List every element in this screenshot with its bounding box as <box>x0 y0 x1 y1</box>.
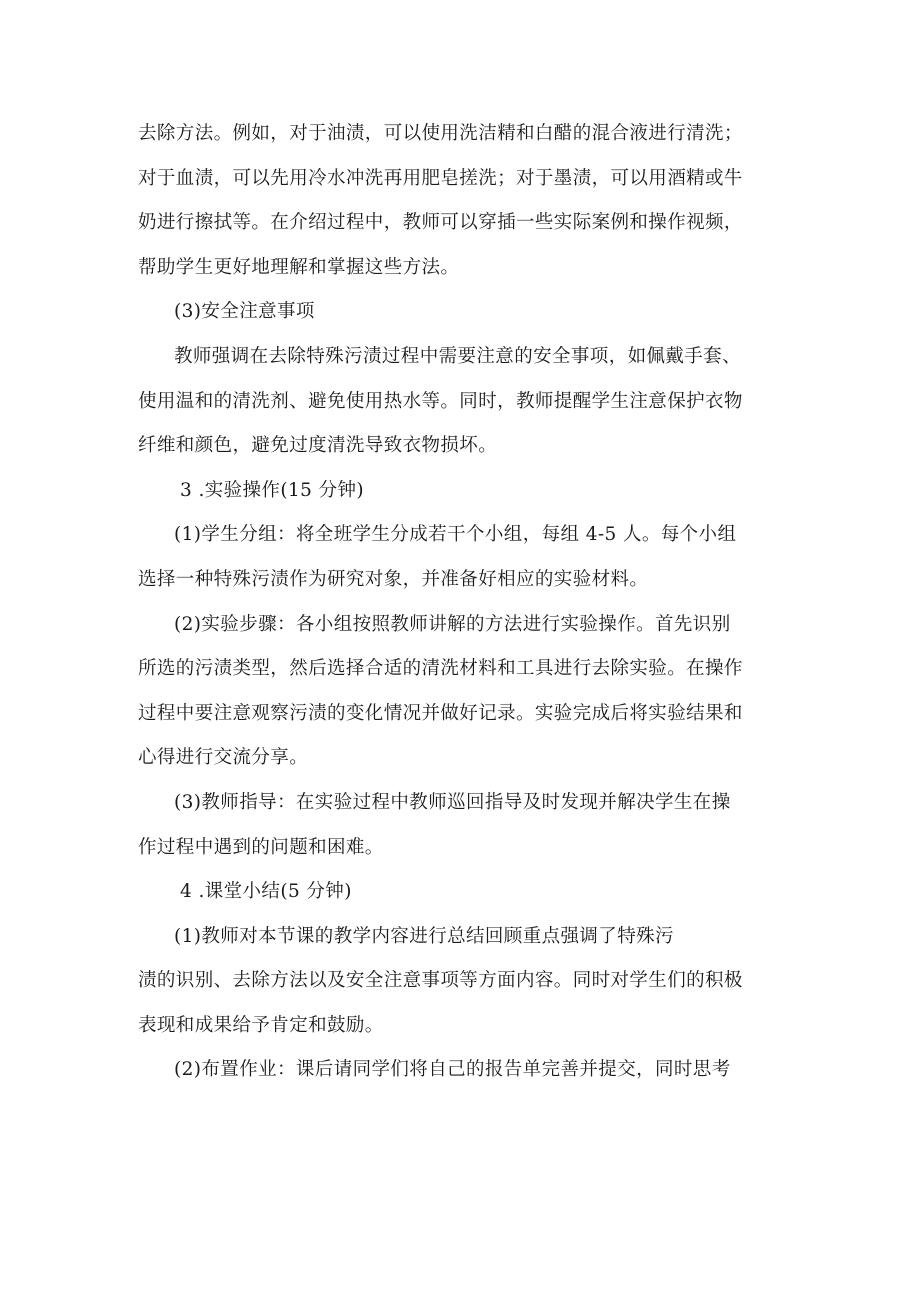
text-line: (2)布置作业：课后请同学们将自己的报告单完善并提交，同时思考 <box>174 1059 731 1081</box>
text-line: (1)教师对本节课的教学内容进行总结回顾重点强调了特殊污 <box>174 925 674 947</box>
text-line: 去除方法。例如，对于油渍，可以使用洗洁精和白醋的混合液进行清洗； <box>138 123 743 144</box>
text-line: 纤维和颜色，避免过度清洗导致衣物损坏。 <box>138 435 498 457</box>
text-line: 所选的污渍类型，然后选择合适的清洗材料和工具进行去除实验。在操作 <box>138 658 743 680</box>
text-line: 作过程中遇到的问题和困难。 <box>138 836 384 858</box>
text-line: 教师强调在去除特殊污渍过程中需要注意的安全事项，如佩戴手套、 <box>174 345 742 367</box>
text-line: 使用温和的清洗剂、避免使用热水等。同时，教师提醒学生注意保护衣物 <box>138 390 743 412</box>
text-line: 奶进行擦拭等。在介绍过程中，教师可以穿插一些实际案例和操作视频， <box>138 212 743 234</box>
text-line: 选择一种特殊污渍作为研究对象，并准备好相应的实验材料。 <box>138 568 649 590</box>
text-line: 帮助学生更好地理解和掌握这些方法。 <box>138 256 460 278</box>
text-line: (2)实验步骤：各小组按照教师讲解的方法进行实验操作。首先识别 <box>174 613 731 635</box>
text-line: (3)教师指导：在实验过程中教师巡回指导及时发现并解决学生在操 <box>174 791 731 813</box>
text-line: 表现和成果给予肯定和鼓励。 <box>138 1014 384 1036</box>
text-line: 渍的识别、去除方法以及安全注意事项等方面内容。同时对学生们的积极 <box>138 970 743 992</box>
text-line: (1)学生分组：将全班学生分成若干个小组，每组 4-5 人。每个小组 <box>174 524 737 546</box>
text-line: 对于血渍，可以先用冷水冲洗再用肥皂搓洗；对于墨渍，可以用酒精或牛 <box>138 167 743 189</box>
text-line: 心得进行交流分享。 <box>138 747 309 769</box>
section-heading: 4 .课堂小结(5 分钟) <box>180 881 352 903</box>
text-line: 过程中要注意观察污渍的变化情况并做好记录。实验完成后将实验结果和 <box>138 702 743 724</box>
section-heading: (3)安全注意事项 <box>174 301 315 323</box>
body-text <box>138 112 798 1093</box>
section-heading: 3 .实验操作(15 分钟) <box>180 479 364 501</box>
